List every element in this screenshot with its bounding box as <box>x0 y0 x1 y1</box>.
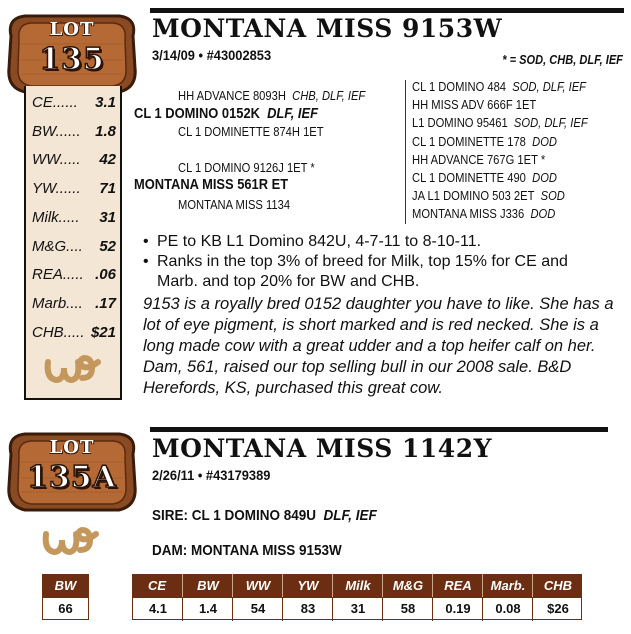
ancestor-codes: SOD, DLF, IEF <box>512 79 586 94</box>
epd-value-cell: 1.4 <box>182 598 233 621</box>
epd-row <box>32 180 118 202</box>
pedigree-sire-sire: HH ADVANCE 8093H CHB, DLF, IEF <box>178 88 366 103</box>
epd-row <box>32 123 118 145</box>
epd-label: YW...... <box>32 180 81 198</box>
epd-label: Milk..... <box>32 208 80 226</box>
epd-value: 42 <box>99 151 116 169</box>
epd-header-cell: CE <box>147 578 167 593</box>
epd-label: CHB..... <box>32 323 85 341</box>
animal-name: MONTANA MISS 9153W <box>152 14 503 43</box>
epd-table-values <box>132 597 582 620</box>
epd-value-cell: 0.08 <box>482 598 533 621</box>
ancestor-codes: DOD <box>530 206 556 222</box>
epd-value-cell: 0.19 <box>432 598 483 621</box>
epd-value: .06 <box>95 266 116 284</box>
epd-label: BW...... <box>32 122 81 140</box>
pedigree-sire-dam: CL 1 DOMINETTE 874H 1ET <box>178 124 324 139</box>
ancestor-codes: SOD, DLF, IEF <box>513 115 588 131</box>
sire-line: SIRE: CL 1 DOMINO 849U DLF, IEF <box>152 507 377 524</box>
epd-header-cell: M&G <box>382 574 433 597</box>
epd-value: .17 <box>95 294 116 312</box>
pedigree-ancestor <box>412 170 557 185</box>
dam-line: DAM: MONTANA MISS 9153W <box>152 542 342 559</box>
epd-row <box>32 238 118 260</box>
epd-label: CE...... <box>32 94 78 111</box>
epd-header-cell: YW <box>282 574 333 597</box>
lot-badge <box>3 8 141 98</box>
epd-header-cell: Milk <box>332 574 383 597</box>
ancestor-codes: DOD <box>532 170 557 185</box>
epd-value: 31 <box>99 208 116 226</box>
epd-panel <box>24 86 122 400</box>
ancestor-name: L1 DOMINO 95461 <box>412 115 508 131</box>
ancestor-name: CL 1 DOMINETTE 178 <box>412 133 526 149</box>
ancestor-name: CL 1 DOMINO 484 <box>412 79 507 94</box>
lot-label: LOT <box>49 19 95 40</box>
brand-mark-icon <box>42 348 104 390</box>
ancestor-name: JA L1 DOMINO 503 2ET <box>412 188 535 204</box>
epd-table-header <box>132 574 582 597</box>
pedigree-dam: MONTANA MISS 561R ET <box>134 176 289 193</box>
pedigree-ancestor <box>412 115 588 130</box>
notes-list <box>143 232 613 292</box>
epd-header-cell: REA <box>432 574 483 597</box>
animal-name: MONTANA MISS 1142Y <box>152 434 492 463</box>
epd-value: 71 <box>99 180 116 198</box>
lot-label: LOT <box>49 437 95 458</box>
title-rule <box>150 8 624 13</box>
bw-header-label: BW <box>54 578 77 593</box>
note-item: • Ranks in the top 3% of breed for Milk, top 15% for CE and Marb. and top 20% for BW and CHB. <box>143 252 613 292</box>
lot-badge <box>3 426 141 516</box>
ancestor-codes: SOD <box>540 188 565 204</box>
pedigree-ancestor <box>412 188 565 203</box>
ancestor-name: HH MISS ADV 666F 1ET <box>412 97 537 113</box>
epd-row <box>32 266 118 288</box>
brand-mark-icon <box>40 520 102 562</box>
pedigree-ancestor <box>412 152 545 167</box>
epd-header-cell: WW <box>232 574 283 597</box>
pedigree-dam-sire: CL 1 DOMINO 9126J 1ET * <box>178 160 315 175</box>
pedigree-divider <box>405 80 406 152</box>
pedigree-ancestor <box>412 97 536 112</box>
epd-label: WW..... <box>32 151 81 169</box>
epd-value: 1.8 <box>95 122 116 140</box>
dob-registration: 3/14/09 • #43002853 <box>152 47 272 63</box>
epd-row <box>32 209 118 231</box>
pedigree-ancestor <box>412 79 586 94</box>
ancestor-name: HH ADVANCE 767G 1ET * <box>412 151 546 167</box>
epd-row <box>32 94 118 116</box>
epd-header-cell: CHB <box>532 574 583 597</box>
epd-row <box>32 295 118 317</box>
pedigree-ancestor <box>412 206 555 221</box>
note-item: • PE to KB L1 Domino 842U, 4-7-11 to 8-10-11. <box>143 232 613 252</box>
epd-value: 52 <box>99 237 116 255</box>
pedigree-divider <box>405 152 406 224</box>
epd-label: Marb.... <box>32 294 83 312</box>
lot-number: 135A <box>27 460 117 495</box>
description: 9153 is a royally bred 0152 daughter you have to like. She has a lot of eye pigment, is short marked and is red necked. She is a long made cow with a great udder and a top heifer calf on her. Dam, 561, raised our top selling bull in our 2008 sale. B&D Herefords, KS, purchased this great cow. <box>143 295 614 397</box>
epd-value-cell: 83 <box>282 598 333 621</box>
pedigree-sire: CL 1 DOMINO 0152K DLF, IEF <box>134 105 318 122</box>
bw-value-box <box>42 597 89 620</box>
epd-value-cell: 31 <box>332 598 383 621</box>
bw-header <box>42 574 89 597</box>
epd-value-cell: 54 <box>232 598 283 621</box>
pedigree-ancestor <box>412 134 557 149</box>
epd-row <box>32 151 118 173</box>
epd-header-cell: BW <box>182 574 233 597</box>
epd-value-cell: 4.1 <box>148 601 168 616</box>
epd-row <box>32 324 118 346</box>
epd-value: $21 <box>90 323 116 341</box>
epd-label: M&G.... <box>32 237 83 255</box>
epd-value-cell: $26 <box>532 598 583 621</box>
ancestor-codes: DOD <box>532 133 557 149</box>
dob-registration: 2/26/11 • #43179389 <box>152 467 271 483</box>
epd-header-cell: Marb. <box>482 574 533 597</box>
lot-number: 135 <box>39 42 105 77</box>
epd-value-cell: 58 <box>382 598 433 621</box>
title-rule <box>150 427 608 432</box>
pedigree-dam-dam: MONTANA MISS 1134 <box>178 197 291 212</box>
bw-value: 66 <box>58 601 73 616</box>
ancestor-name: CL 1 DOMINETTE 490 <box>412 170 526 185</box>
ancestor-name: MONTANA MISS J336 <box>412 206 525 222</box>
code-legend: * = SOD, CHB, DLF, IEF <box>502 52 623 67</box>
epd-value: 3.1 <box>95 94 116 111</box>
epd-label: REA..... <box>32 266 84 284</box>
